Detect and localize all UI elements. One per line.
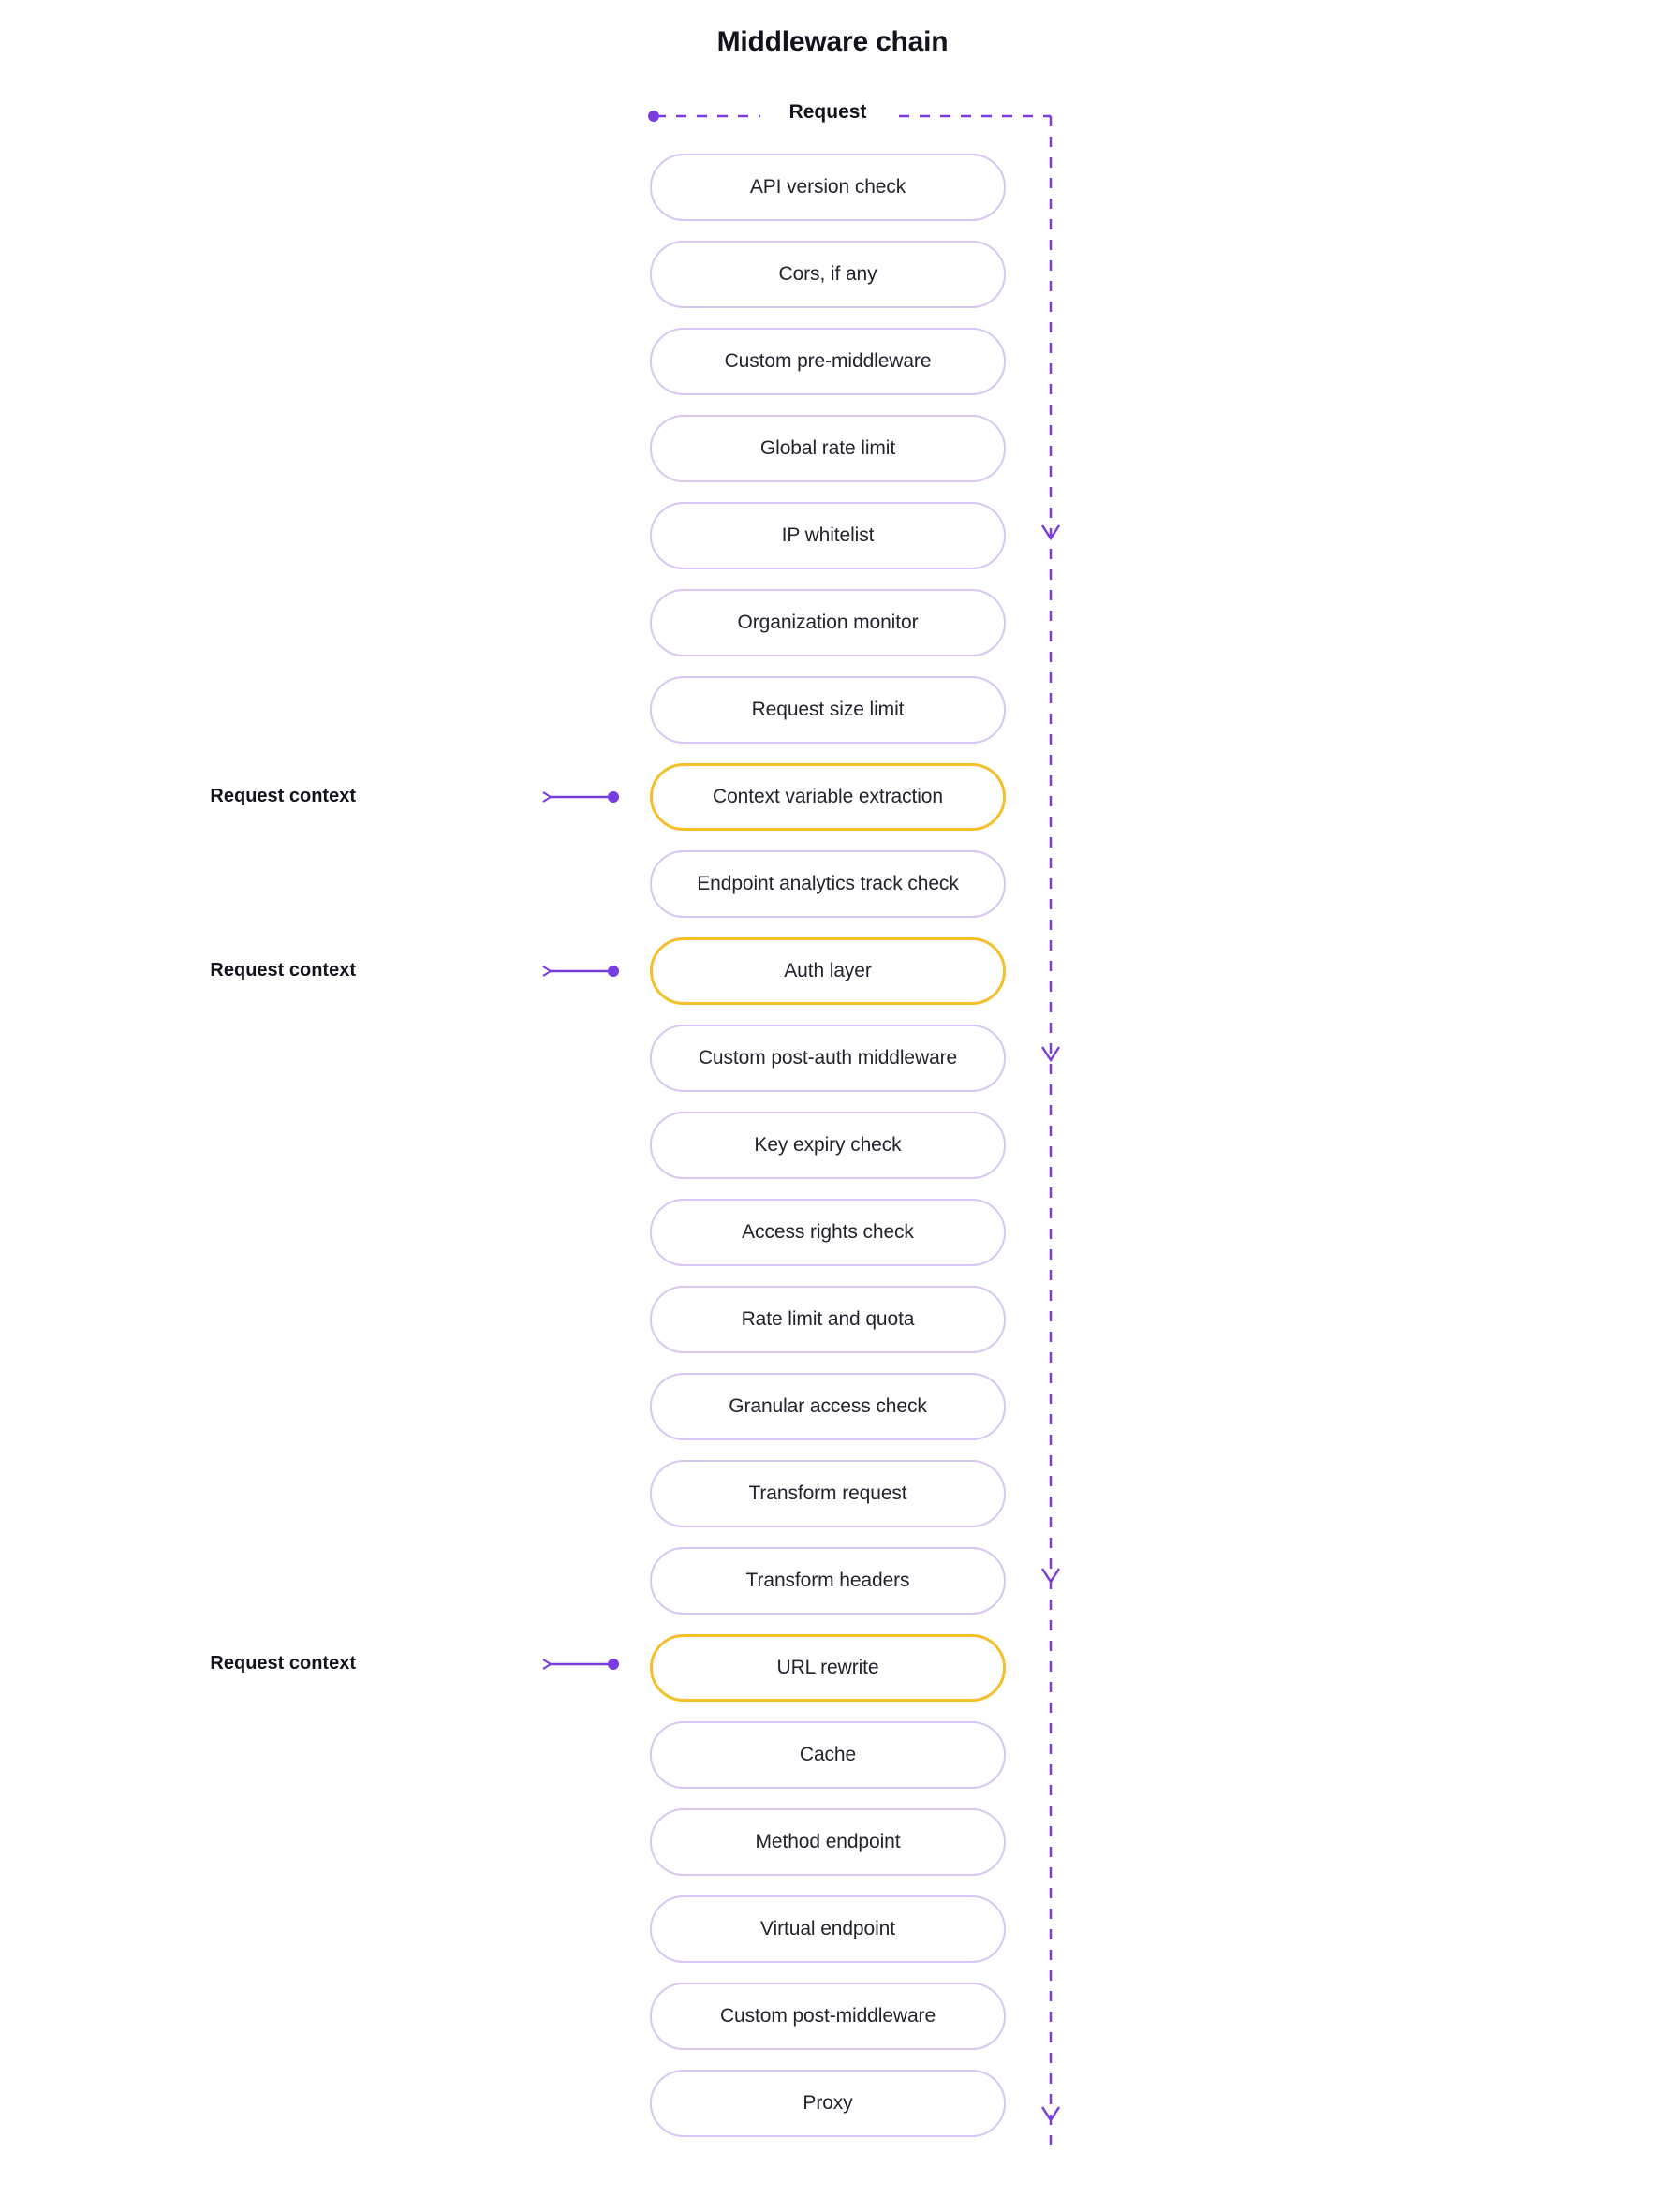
annotation-request-context-3: Request context xyxy=(210,1653,356,1674)
middleware-node-highlighted[interactable]: URL rewrite xyxy=(650,1634,1006,1702)
middleware-node[interactable]: Access rights check xyxy=(650,1199,1006,1266)
middleware-node[interactable]: Transform request xyxy=(650,1460,1006,1527)
middleware-node[interactable]: Granular access check xyxy=(650,1373,1006,1440)
middleware-node[interactable]: API version check xyxy=(650,154,1006,221)
annotation-request-context-2: Request context xyxy=(210,960,356,981)
middleware-node[interactable]: Virtual endpoint xyxy=(650,1895,1006,1963)
middleware-node[interactable]: Proxy xyxy=(650,2070,1006,2137)
middleware-node[interactable]: IP whitelist xyxy=(650,502,1006,569)
middleware-node[interactable]: Cors, if any xyxy=(650,241,1006,308)
middleware-node[interactable]: Custom post-auth middleware xyxy=(650,1025,1006,1092)
annotation-request-context-1: Request context xyxy=(210,786,356,806)
middleware-node[interactable]: Transform headers xyxy=(650,1547,1006,1615)
middleware-node[interactable]: Custom pre-middleware xyxy=(650,328,1006,395)
middleware-node-highlighted[interactable]: Auth layer xyxy=(650,937,1006,1005)
middleware-node-highlighted[interactable]: Context variable extraction xyxy=(650,763,1006,831)
middleware-node[interactable]: Organization monitor xyxy=(650,589,1006,656)
page-title: Middleware chain xyxy=(716,26,949,57)
middleware-node[interactable]: Key expiry check xyxy=(650,1112,1006,1179)
middleware-node[interactable]: Rate limit and quota xyxy=(650,1286,1006,1353)
middleware-node[interactable]: Endpoint analytics track check xyxy=(650,850,1006,918)
middleware-node[interactable]: Request size limit xyxy=(650,676,1006,744)
middleware-chain xyxy=(650,154,1006,2157)
middleware-node[interactable]: Custom post-middleware xyxy=(650,1983,1006,2050)
middleware-node[interactable]: Cache xyxy=(650,1721,1006,1789)
request-row xyxy=(0,97,1665,135)
middleware-node[interactable]: Global rate limit xyxy=(650,415,1006,482)
middleware-node[interactable]: Method endpoint xyxy=(650,1808,1006,1876)
request-label: Request xyxy=(788,101,867,123)
